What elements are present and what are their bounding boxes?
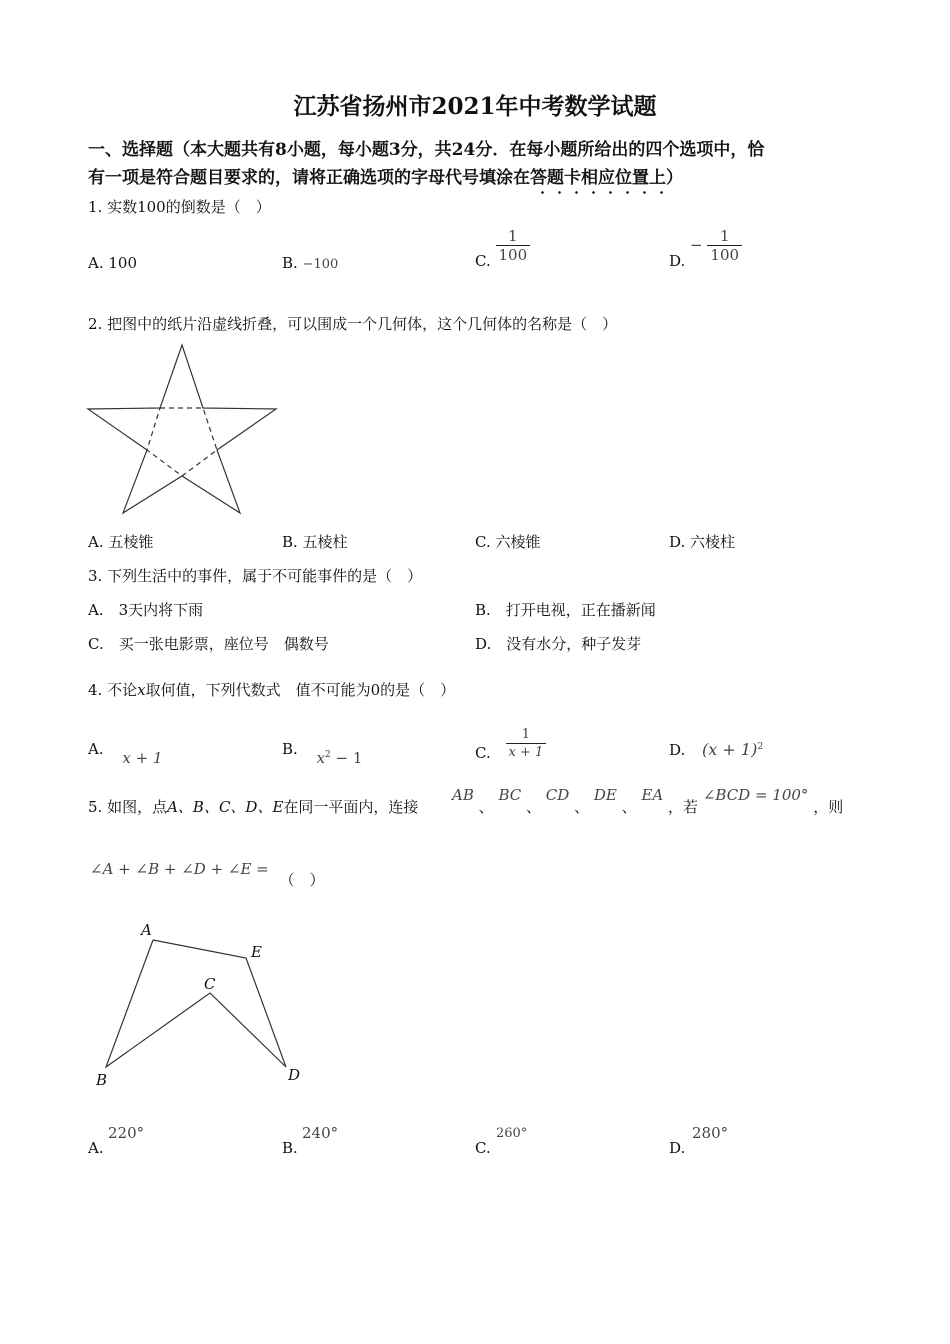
numerator: 1 (508, 227, 518, 245)
stem-text: 在同一平面内，连接 (283, 798, 419, 816)
q3-option-b: B. 打开电视，正在播新闻 (475, 601, 656, 619)
q5-option-b-value: 240° (302, 1124, 339, 1142)
numerator: 1 (719, 227, 730, 245)
stem-text: 取何值，下列代数式 值不可能为0的是（ ） (145, 681, 456, 699)
section-header-close: ） (666, 168, 683, 188)
option-label: B. (282, 254, 298, 272)
expression (317, 749, 363, 767)
q5-stem-line2 (90, 858, 325, 889)
q1-option-d (669, 228, 742, 270)
q2-option-b: B. 五棱柱 (282, 533, 348, 551)
q1-option-b (282, 254, 338, 272)
option-value: −100 (302, 257, 339, 272)
pentagon-abcde-figure (88, 915, 318, 1095)
q3-stem: 3. 下列生活中的事件，属于不可能事件的是（ ） (88, 567, 423, 585)
q4-stem (88, 679, 455, 700)
angle-sum-expression: ∠A + ∠B + ∠D + ∠E = (90, 860, 269, 878)
q5-stem-line1 (88, 796, 418, 817)
section-header-line2 (88, 163, 683, 188)
label-e: E (251, 943, 262, 961)
fraction (506, 726, 547, 762)
separator: 、 (478, 798, 494, 816)
segment-ab: AB (452, 786, 474, 804)
section-header-line1: 一、选择题（本大题共有8小题，每小题3分，共24分．在每小题所给出的四个选项中，恰 (88, 140, 765, 160)
q5-option-a-value: 220° (108, 1124, 145, 1142)
expression: x + 1 (122, 749, 163, 767)
option-label: C. (475, 744, 491, 762)
stem-text: 5. 如图，点 (88, 798, 168, 816)
condition-text: ，若 (668, 798, 699, 816)
q2-option-a: A. 五棱锥 (88, 533, 154, 551)
numerator: 1 (521, 727, 531, 742)
q1-option-c (475, 228, 530, 270)
exponent: 2 (325, 750, 331, 760)
answer-parentheses: （ ） (279, 871, 325, 889)
label-b: B (96, 1071, 108, 1089)
q1-stem: 1. 实数100的倒数是（ ） (88, 198, 271, 216)
q5-segments (452, 784, 844, 816)
stem-text: 4. 不论 (88, 681, 138, 699)
variable-x: x (137, 681, 146, 699)
option-label: A. (88, 254, 104, 272)
q3-option-c: C. 买一张电影票，座位号 偶数号 (88, 635, 329, 653)
q1-option-a (88, 254, 137, 272)
separator: 、 (621, 798, 637, 816)
fraction (707, 228, 742, 264)
q2-stem: 2. 把图中的纸片沿虚线折叠，可以围成一个几何体，这个几何体的名称是（ ） (88, 315, 618, 333)
segment-de: DE (593, 786, 617, 804)
q4-option-b (282, 740, 363, 767)
q4-option-a (88, 740, 163, 767)
section-header-text: 有一项是符合题目要求的，请将正确选项的字母代号填涂在 (88, 168, 530, 188)
section-header-emphasis: 答题卡相应位置上 (530, 168, 666, 188)
option-label: C. (475, 252, 491, 270)
label-d: D (288, 1066, 301, 1084)
denominator: 100 (707, 245, 742, 264)
segment-cd: CD (545, 786, 570, 804)
q5-option-b-label: B. (282, 1139, 298, 1157)
denominator: 100 (496, 245, 531, 264)
angle-bcd: ∠BCD = 100° (702, 786, 809, 804)
option-value: 100 (108, 254, 138, 272)
segment-bc: BC (498, 786, 522, 804)
exponent: 2 (757, 742, 764, 752)
q2-option-d: D. 六棱柱 (669, 533, 736, 551)
q3-option-a: A. 3天内将下雨 (88, 601, 204, 619)
q4-option-d (669, 740, 763, 759)
q5-option-a-label: A. (88, 1139, 104, 1157)
minus-sign: − (690, 236, 703, 254)
expression: (x + 1) (702, 740, 758, 759)
separator: 、 (574, 798, 590, 816)
label-c: C (204, 975, 216, 993)
page-title: 江苏省扬州市2021年中考数学试题 (293, 93, 657, 120)
remainder: − 1 (330, 749, 363, 767)
separator: 、 (526, 798, 542, 816)
q2-option-c: C. 六棱锥 (475, 533, 541, 551)
option-label: D. (669, 252, 686, 270)
points-list: A、B、C、D、E (167, 798, 284, 816)
pentagon-fold-lines (147, 408, 217, 476)
base: x (316, 749, 326, 767)
q3-option-d: D. 没有水分，种子发芽 (475, 635, 642, 653)
denominator: x + 1 (506, 743, 547, 762)
star-net-figure (80, 338, 285, 523)
label-a: A (141, 921, 152, 939)
segment-ea: EA (641, 786, 664, 804)
q5-option-c-value: 260° (496, 1126, 528, 1141)
q4-option-c (475, 726, 546, 762)
stem-text: ，则 (813, 798, 844, 816)
option-label: B. (282, 740, 298, 758)
q5-option-d-value: 280° (692, 1124, 729, 1142)
q5-option-d-label: D. (669, 1139, 686, 1157)
fraction (496, 228, 531, 264)
option-label: A. (88, 740, 104, 758)
star-outline (88, 345, 276, 513)
option-label: D. (669, 741, 686, 759)
q5-option-c-label: C. (475, 1139, 491, 1157)
